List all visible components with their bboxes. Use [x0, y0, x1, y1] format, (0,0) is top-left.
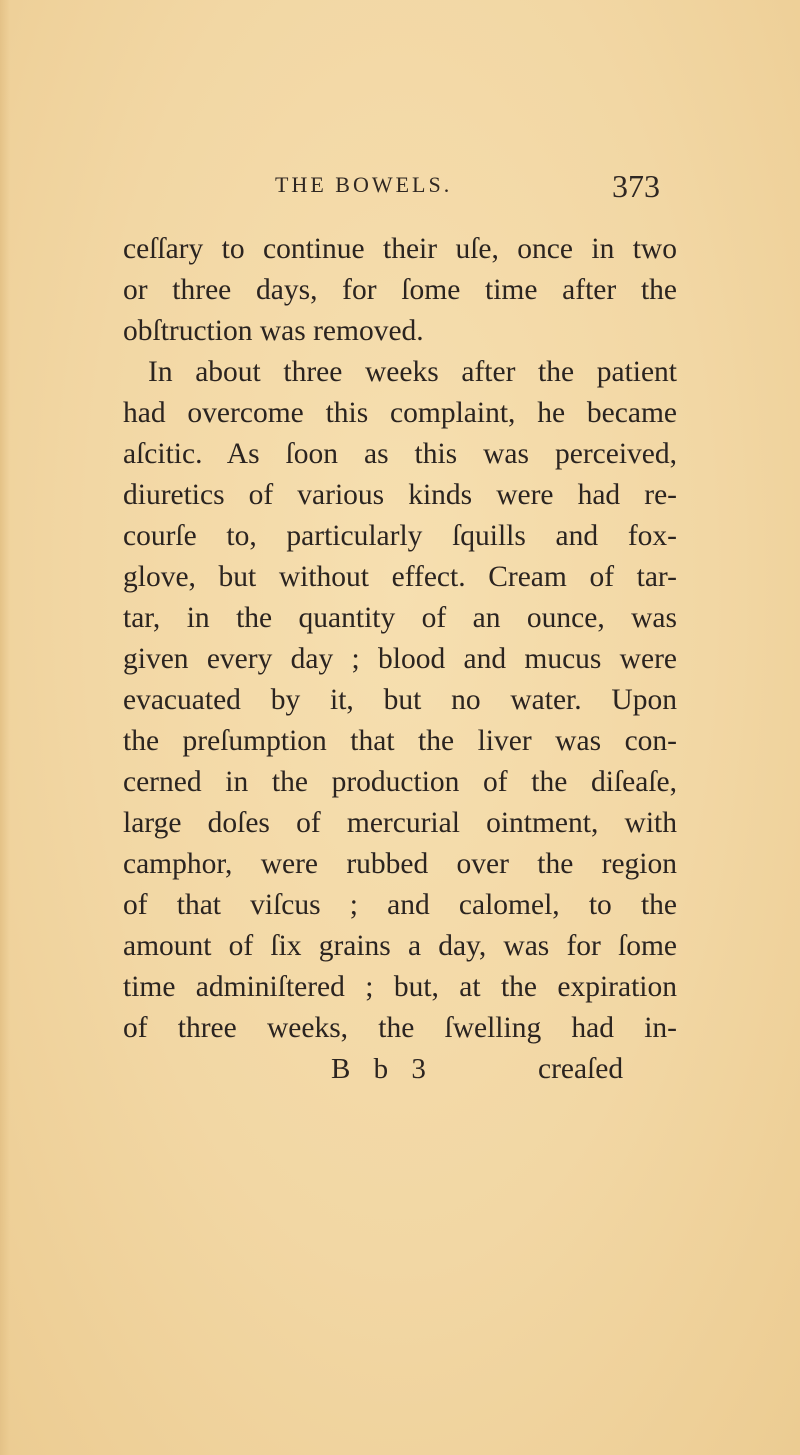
text-line: ceſſary to continue their uſe, once in two — [123, 233, 677, 265]
text-line: of that viſcus ; and calomel, to the — [123, 889, 677, 921]
text-line: camphor, were rubbed over the region — [123, 848, 677, 880]
text-line: glove, but without effect. Cream of tar- — [123, 561, 677, 593]
catchword: creaſed — [538, 1053, 624, 1085]
page-footer — [0, 1049, 800, 1089]
text-line: aſcitic. As ſoon as this was perceived, — [123, 438, 677, 470]
text-line: large doſes of mercurial ointment, with — [123, 807, 677, 839]
text-line: courſe to, particularly ſquills and fox- — [123, 520, 677, 552]
text-line: diuretics of various kinds were had re- — [123, 479, 677, 511]
text-line: had overcome this complaint, he became — [123, 397, 677, 429]
text-line: the preſumption that the liver was con- — [123, 725, 677, 757]
text-line: of three weeks, the ſwelling had in- — [123, 1012, 677, 1044]
text-line: evacuated by it, but no water. Upon — [123, 684, 677, 716]
page-header — [0, 168, 800, 212]
text-line: or three days, for ſome time after the — [123, 274, 677, 306]
text-line: amount of ſix grains a day, was for ſome — [123, 930, 677, 962]
running-head: THE BOWELS. — [275, 172, 453, 197]
text-line: In about three weeks after the patient — [148, 356, 677, 388]
text-line: time adminiſtered ; but, at the expiration — [123, 971, 677, 1003]
text-line: tar, in the quantity of an ounce, was — [123, 602, 677, 634]
text-line: obſtruction was removed. — [123, 315, 424, 347]
text-line: cerned in the production of the diſeaſe, — [123, 766, 677, 798]
page-number: 373 — [612, 168, 660, 204]
page-gutter-shadow — [0, 0, 10, 1455]
signature-mark: B b 3 — [331, 1053, 434, 1085]
text-line: given every day ; blood and mucus were — [123, 643, 677, 675]
